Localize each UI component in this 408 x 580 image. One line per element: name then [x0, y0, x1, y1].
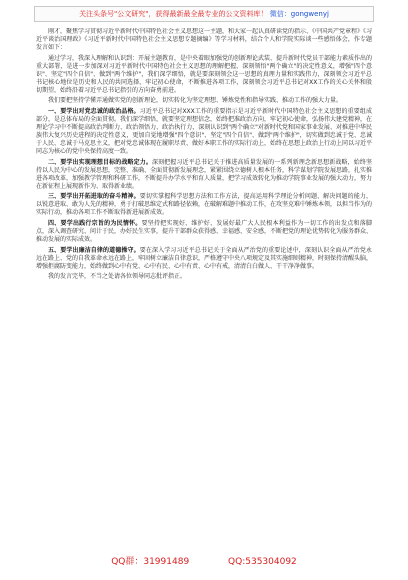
document-body — [36, 28, 372, 548]
section-1: 一、要学出对党忠诚的政治品格。习近平总书记对XXX工作的重要指示是习近平新时代中国特色社会主义思想的重要组成部分，是总体布局的全面贯彻。我们深学细悟，就要坚定理想信念，始终把准政治方向，牢记初心使命，弘扬伟大建党精神，在理论学习中不断提高政治判断力、政治领悟力、政治执行力，深刻认识到"两个确立"对新时代党和国家事业发展、对推进中华民族伟大复兴历史进程的决定性意义，更加自觉地增强"四个意识"、坚定"四个自信"、做到"两个维护"，切实做到忠诚于党、忠诚于人民、忠诚于马克思主义，把对党忠诚体现在履职尽责、做好本职工作的实际行动上，始终在思想上政治上行动上同以习近平同志为核心的党中央保持高度一致。 — [36, 107, 372, 156]
header-banner — [34, 6, 374, 22]
section-heading: 五、要学出廉洁自律的道德操守。 — [48, 246, 140, 254]
banner-text: 关注头条号"公文研究"，获得最新最全最专业的公文资料库！ — [79, 10, 268, 18]
footer-contact — [0, 554, 408, 570]
section-4: 四、要学出践行宗旨的为民情怀。要坚持把实现好、维护好、发展好最广大人民根本利益作为一切工作的出发点和落脚点，深入调查研究、问计于民，办好民生实事，提升干部群众获得感、幸福感、安全感，不断把党的理论优势转化为服务群众、推动发展的实际成效。 — [36, 220, 372, 244]
qq-group: QQ群：31991489 — [111, 557, 190, 567]
section-3: 三、要学出开拓进取的奋斗精神。要切实掌握科学思想方法和工作方法，提高运用科学理论分析问题、解决问题的能力，以锐意进取、敢为人先的精神，勇于打破思维定式和路径依赖，在破解难题中推动工作，在攻坚克难中锤炼本领，以担当作为的实际行动，推动各项工作不断取得新进展新成效。 — [36, 193, 372, 217]
section-2: 二、要学出实现理想目标的战略定力。深刻把握习近平总书记关于推进高质量发展的一系列新理念新思想新战略，始终坚持以人民为中心的发展思想，完整、准确、全面贯彻新发展理念，紧紧围绕立德树人根本任务，科学谋划学院发展思路，扎实推进各项改革，加强教学管理和科研工作，不断提升办学水平和育人质量，把学习成效转化为推动学院事业发展的强大动力，努力在新征程上展现新作为、取得新业绩。 — [36, 158, 372, 190]
paragraph-intro: 刚才，聚焦学习贯彻习近平新时代中国特色社会主义思想这一主题，和大家一起认真研读党的指示、《中国共产党章程》《习近平谈治国理政》《习近平新时代中国特色社会主义思想专题摘编》等学习材料，结合个人和学院实际谈一些感悟体会，作专题发言如下： — [36, 28, 372, 52]
paragraph-transition: 我们要把坚持学懂弄通做实党的创新理论，切实转化为坚定理想、锤炼党性和指导实践、推动工作的强大力量。 — [48, 97, 343, 105]
section-heading: 一、要学出对党忠诚的政治品格。 — [48, 107, 140, 115]
section-5: 五、要学出廉洁自律的道德操守。要在深入学习习近平总书记关于全面从严治党的重要论述中，深刻认识全面从严治党永远在路上、党的自我革命永远在路上，牢固树立廉洁自律意识，严格遵守中央八项规定及其实施细则精神，时刻保持清醒头脑，增强拒腐防变能力，始终做到心中有党、心中有民、心中有责、心中有戒，清清白白做人、干干净净做事。 — [36, 246, 372, 270]
paragraph-understanding: 通过学习，我深入理解和认识到：开展主题教育，是中央着眼加强党的创新理论武装、提升新时代党员干部能力素质作出的重大部署，是进一步加深对习近平新时代中国特色社会主义思想的理解把握，深刻领悟"两个确立"的决定性意义，增强"四个意识"、坚定"四个自信"、做到"两个维护"，我们深学细悟，就是要深刻领会这一思想的真理力量和实践伟力，深刻领会习近平总书记核心地位是历史和人民的共同选择，牢记初心使命，不断推进各项工作，深刻领会习近平总书记对XX工作的关心关怀和殷切期望，始终沿着习近平总书记指引的方向奋勇前进。 — [36, 54, 372, 94]
section-heading: 四、要学出践行宗旨的为民情怀。 — [48, 220, 142, 228]
paragraph-closing: 我的发言完毕，不当之处请各位领导同志批评指正。 — [48, 273, 187, 281]
section-heading: 二、要学出实现理想目标的战略定力。 — [48, 158, 152, 166]
section-heading: 三、要学出开拓进取的奋斗精神。 — [48, 193, 140, 201]
qq-number: QQ:535304092 — [228, 557, 297, 567]
wechat-id: 微信：gongwenyj — [269, 10, 329, 18]
